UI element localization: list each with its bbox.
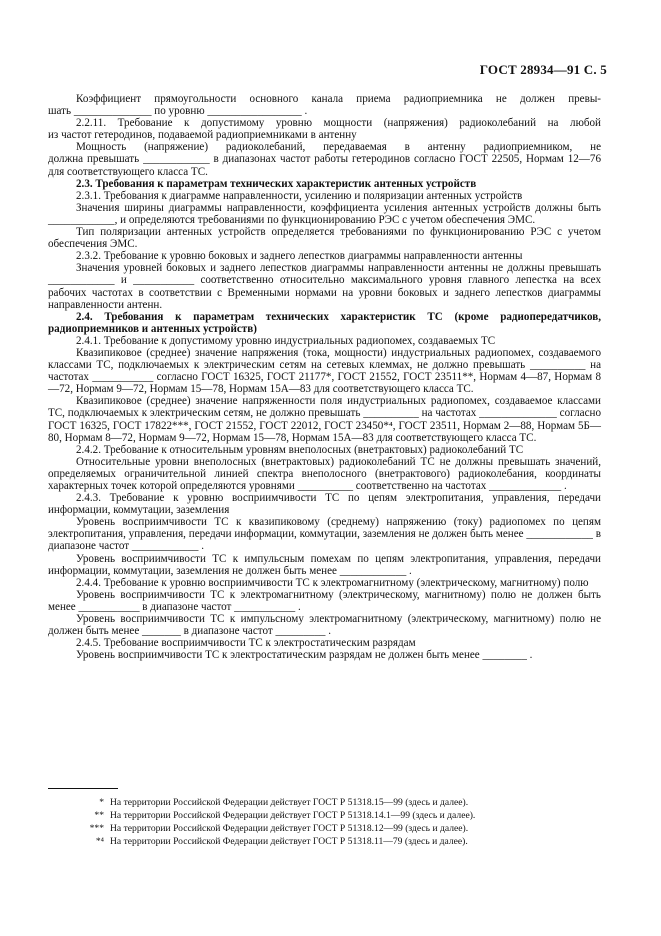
paragraph: Уровень восприимчивости ТС к электростатическим разрядам не должен быть менее ________ . (76, 649, 533, 662)
footnote-divider (48, 788, 118, 789)
footnote-text: На территории Российской Федерации действует ГОСТ Р 51318.15—99 (здесь и далее). (110, 797, 469, 808)
footnote-mark: * (99, 797, 104, 808)
document-body (48, 93, 601, 661)
paragraph: Относительные уровни внеполосных (внетрактовых) радиоколебаний ТС не должны превышать значений, определяемых ограничительной линией спектра внеполосного (внетрактового) радиоколебания, координаты характерных точек которой определяются уровнями __________ соответственно на частотах _____________ . (48, 455, 601, 492)
paragraph: 2.4.1. Требование к допустимому уровню индустриальных радиопомех, создаваемых ТС (76, 334, 496, 347)
paragraph: 2.4.3. Требование к уровню восприимчивости ТС по цепям электропитания, управления, передачи информации, коммутации, заземления (48, 492, 601, 517)
paragraph: шать ______________ по уровню _________________ . (48, 105, 308, 118)
footnote-mark: ** (94, 810, 104, 821)
paragraph: 2.3.2. Требование к уровню боковых и заднего лепестков диаграммы направленности антенны (76, 250, 523, 263)
page-header: ГОСТ 28934—91 С. 5 (479, 62, 607, 77)
paragraph: должна превышать ____________ в диапазонах частот работы гетеродинов согласно ГОСТ 22505, Нормам 12—76 для соответствующего класса ТС. (48, 153, 601, 178)
footnotes (48, 796, 601, 848)
footnote (48, 822, 601, 835)
footnote-mark: *** (89, 823, 104, 834)
paragraph: Уровень восприимчивости ТС к импульсным помехам по цепям электропитания, управления, передачи информации, коммутации, заземления не должен быть менее ____________ . (48, 552, 601, 577)
paragraph: Уровень восприимчивости ТС к квазипиковому (среднему) напряжению (току) радиопомех по цепям электропитания, управления, передачи информации, коммутации, заземления не должен быть менее ____________ в диапазоне частот ____________ . (48, 516, 601, 553)
footnote (48, 809, 601, 822)
paragraph: 2.3.1. Требования к диаграмме направленности, усилению и поляризации антенных устройств (76, 189, 523, 202)
paragraph: Значения уровней боковых и заднего лепестков диаграммы направленности антенны не должны превышать ____________ и ___________ соответственно относительно максимального уровня главного лепестка на всех рабочих частотах в соответствии с Временными нормами на уровни боковых и заднего лепестков диаграммы направленности антенн. (48, 262, 601, 311)
section-heading: 2.4. Требования к параметрам технических характеристик ТС (кроме радиопередатчиков, радиоприемников и антенных устройств) (48, 310, 601, 335)
footnote (48, 796, 601, 809)
footnote-text: На территории Российской Федерации действует ГОСТ Р 51318.14.1—99 (здесь и далее). (110, 810, 476, 821)
paragraph: Тип поляризации антенных устройств определяется требованиями по функционированию РЭС с учетом обеспечения ЭМС. (48, 226, 601, 251)
paragraph: 2.4.5. Требование восприимчивости ТС к электростатическим разрядам (76, 637, 416, 650)
paragraph: Квазипиковое (среднее) значение напряженности поля индустриальных радиопомех, создаваемое классами ТС, подключаемых к электрическим сетям, не должно превышать __________ на частотах ______________ согласно ГОСТ 16325, ГОСТ 17822***, ГОСТ 21552, ГОСТ 22012, ГОСТ 23450*⁴, ГОСТ 23511, Нормам 2—88, Нормам 5Б—80, Нормам 8—72, Нормам 9—72, Нормам 15—78, Нормам 15А—83 для соответствующего класса ТС. (48, 395, 601, 444)
paragraph: 2.4.2. Требование к относительным уровням внеполосных (внетрактовых) радиоколебаний ТС (76, 443, 524, 456)
footnote-text: На территории Российской Федерации действует ГОСТ Р 51318.11—79 (здесь и далее). (110, 836, 468, 847)
section-heading: 2.3. Требования к параметрам технических характеристик антенных устройств (76, 177, 477, 190)
paragraph: Квазипиковое (среднее) значение напряжения (тока, мощности) индустриальных радиопомех, создаваемого классами ТС, подключаемых к электрическим сетям на сетевых клеммах, не должно превышать __________ на частотах ___________ согласно ГОСТ 16325, ГОСТ 21177*, ГОСТ 21552, ГОСТ 23511**, Нормам 4—87, Нормам 8—72, Нормам 9—72, Нормам 15—78, Нормам 15А—83 для соответствующего класса ТС. (48, 346, 601, 396)
footnote (48, 835, 601, 848)
footnote-mark: *⁴ (95, 836, 104, 847)
paragraph: Значения ширины диаграммы направленности, коэффициента усиления антенных устройств должны быть ____________, и определяются требованиями по функционированию РЭС с учетом обеспечения ЭМС. (48, 201, 601, 226)
paragraph: 2.2.11. Требование к допустимому уровню мощности (напряжения) радиоколебаний на любой (76, 117, 601, 130)
footnote-text: На территории Российской Федерации действует ГОСТ Р 51318.12—99 (здесь и далее). (110, 823, 469, 834)
paragraph: из частот гетеродинов, подаваемой радиоприемниками в антенну (48, 129, 357, 142)
paragraph: Уровень восприимчивости ТС к импульсному электромагнитному (электрическому, магнитному) полю не должен быть менее _______ в диапазоне частот _________ . (48, 613, 601, 638)
paragraph: Коэффициент прямоугольности основного канала приема радиоприемника не должен превы- (76, 93, 601, 105)
paragraph: 2.4.4. Требование к уровню восприимчивости ТС к электромагнитному (электрическому, магнитному) полю (76, 576, 589, 589)
paragraph: Уровень восприимчивости ТС к электромагнитному (электрическому, магнитному) полю не должен быть менее ___________ в диапазоне частот ___________ . (48, 588, 601, 613)
paragraph: Мощность (напряжение) радиоколебаний, передаваемая в антенну радиоприемником, не (76, 141, 601, 154)
